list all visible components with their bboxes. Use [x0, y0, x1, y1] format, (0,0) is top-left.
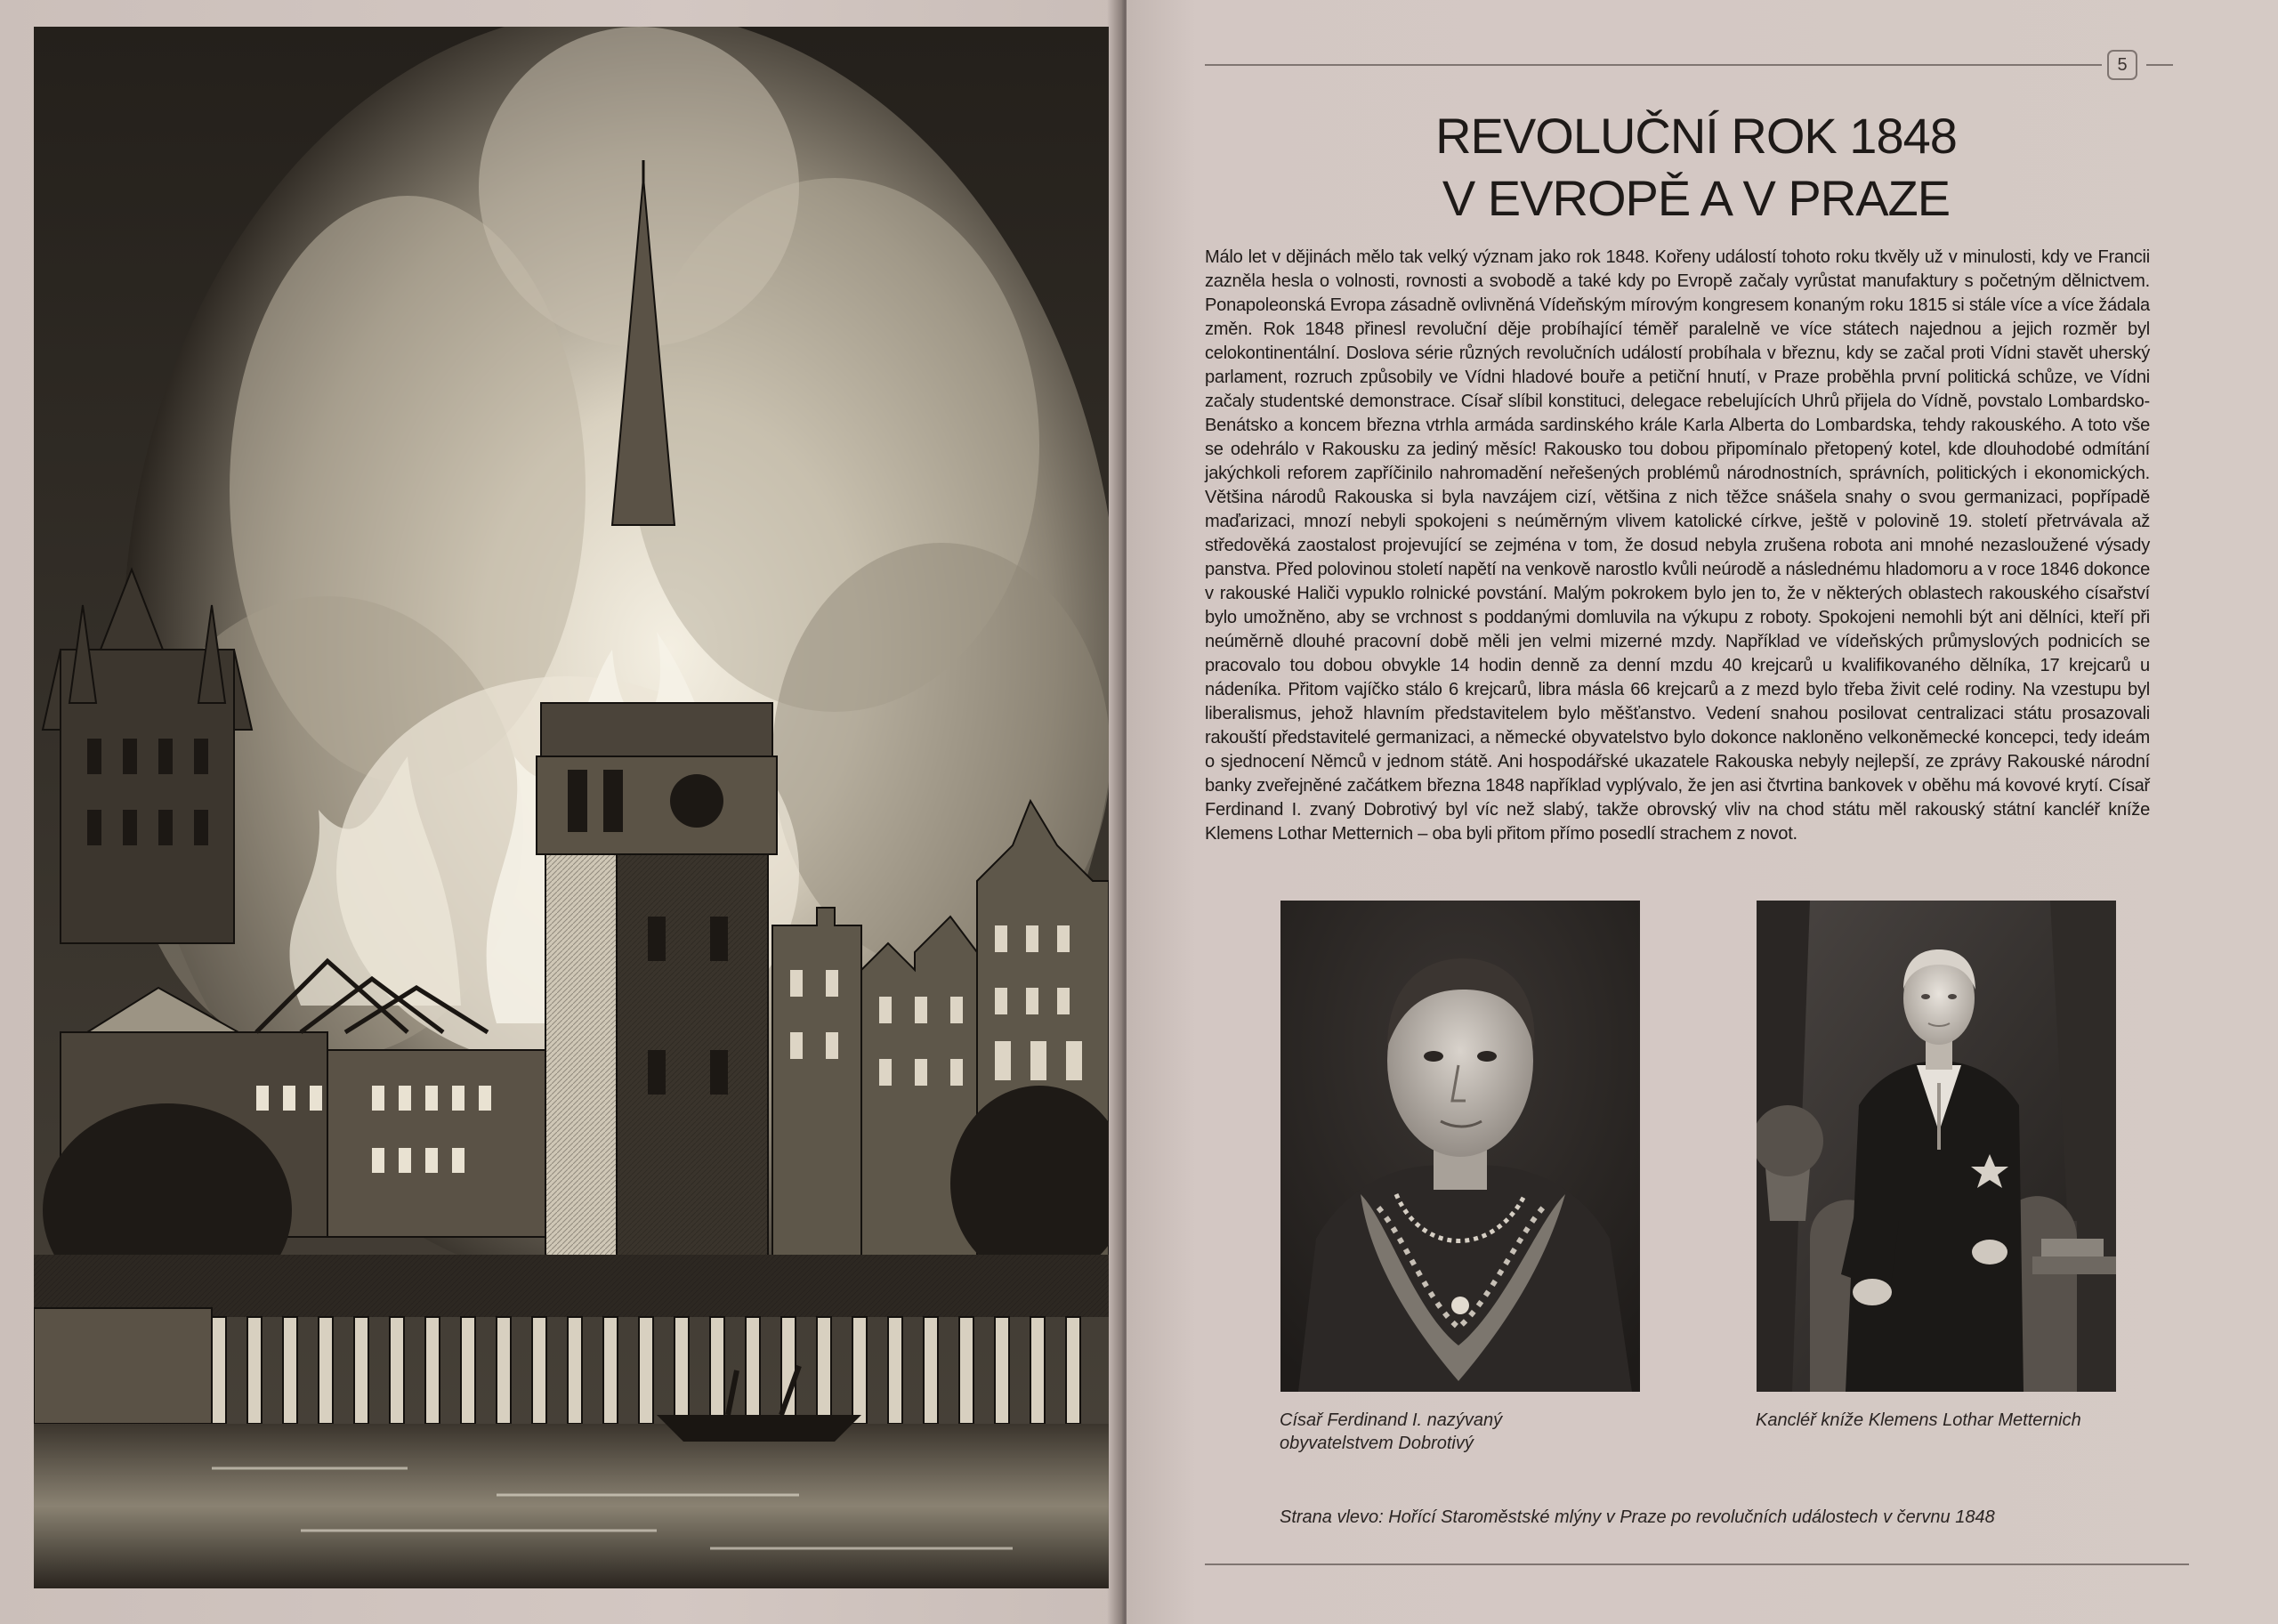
top-rule [1205, 64, 2102, 66]
body-text: Málo let v dějinách mělo tak velký význam jako rok 1848. Kořeny událostí tohoto roku tkvěly už v minulosti, kdy ve Francii zazněla hesla o volnosti, rovnosti a svobodě a také kdy po Evropě začaly vyrůstat manufaktury s početným dělnictvem. Ponapoleonská Evropa zásadně ovlivněná Vídeňským mírovým kongresem konaným roku 1815 si stále více a více žádala změn. Rok 1848 přinesl revoluční děje probíhající téměř paralelně ve více státech najednou a jejich rozměr byl celokontinentální. Doslova série různých revolučních událostí probíhala v březnu, kdy se začal proti Vídni stavět uherský parlament, rozruch způsobily ve Vídni hladové bouře a petiční hnutí, v Praze proběhla první politická schůze, ve Vídni začaly studentské demonstrace. Císař slíbil konstituci, delegace rebelujících Uhrů přijela do Vídně, povstalo Lombardsko-Benátsko a koncem března vtrhla armáda sardinského krále Karla Alberta do Lombardska, tehdy rakouského. A toto vše se odehrálo v Rakousku za jediný měsíc! Rakousko tou dobou připomínalo přetopený kotel, kde dlouhodobé odmítání jakýchkoli reforem zapříčinilo nahromadění neřešených problémů národnostních, správních, politických i ekonomických. Většina národů Rakouska si byla navzájem cizí, většina z nich těžce snášela snahy o svou germanizaci, popřípadě maďarizaci, mnozí nebyli spokojeni s neúměrným vlivem katolické církve, ještě v polovině 19. století přetrvávala až středověká zaostalost projevující se zejména v tom, že dosud nebyla zrušena robota ani mnohé nezasloužené výsady panstva. Před polovinou století napětí na venkově narostlo kvůli neúrodě a následnému hladomoru a v roce 1846 dokonce v rakouské Haliči vypuklo rolnické povstání. Malým pokrokem bylo jen to, že v některých oblastech rakouského císařství bylo umožněno, aby se vrchnost s poddanými domluvila na výkupu z roboty. Spokojeni nemohli být ani dělníci, kteří při neúměrně dlouhé pracovní době měli jen velmi mizerné mzdy. Například ve vídeňských průmyslových podnicích se pracovalo tou dobou obvykle 14 hodin denně za denní mzdu 40 krejcarů u kvalifikovaného dělníka, 17 krejcarů u nádeníka. Přitom vajíčko stálo 6 krejcarů, libra másla 66 krejcarů a z mezd bylo třeba živit celé rodiny. Na vzestupu byl liberalismus, jehož hlavním představitelem bylo měšťanstvo. Vedení snahou posilovat centralizaci státu prosazovali rakouští představitelé germanizaci, a německé obyvatelstvo bylo dokonce nakloněno velkoněmecké koncepci, tedy ideám o sjednocení Němců v jednom státě. Ani hospodářské ukazatele Rakouska nebyly nejlepší, ze zprávy Rakouské národní banky zveřejněné začátkem března 1848 například vyplývalo, že jen asi čtvrtina bankovek v oběhu má kovové krytí. Císař Ferdinand I. zvaný Dobrotivý byl víc než slabý, takže obrovský vliv na chod státu měl rakouský státní kancléř kníže Klemens Lothar Metternich – oba byli přitom přímo posedlí strachem z novot. [1205, 247, 2150, 844]
top-rule-right [2146, 64, 2173, 66]
left-page [0, 0, 1123, 1624]
page-number: 5 [2107, 50, 2137, 80]
page-title [1127, 105, 2266, 230]
title-line-1: REVOLUČNÍ ROK 1848 [1435, 108, 1957, 164]
right-page [1127, 0, 2278, 1624]
caption-ferdinand: Císař Ferdinand I. nazývaný obyvatelstvem Dobrotivý [1280, 1410, 1503, 1453]
burning-mills-engraving [34, 27, 1109, 1588]
ferdinand-portrait [1280, 901, 1640, 1392]
caption-left-page: Strana vlevo: Hořící Staroměstské mlýny v Praze po revolučních událostech v červnu 1848 [1280, 1507, 1995, 1527]
caption-metternich: Kancléř kníže Klemens Lothar Metternich [1756, 1410, 2081, 1430]
title-line-2: V EVROPĚ A V PRAZE [1442, 170, 1951, 226]
bottom-rule [1205, 1563, 2189, 1565]
metternich-portrait [1757, 901, 2116, 1392]
